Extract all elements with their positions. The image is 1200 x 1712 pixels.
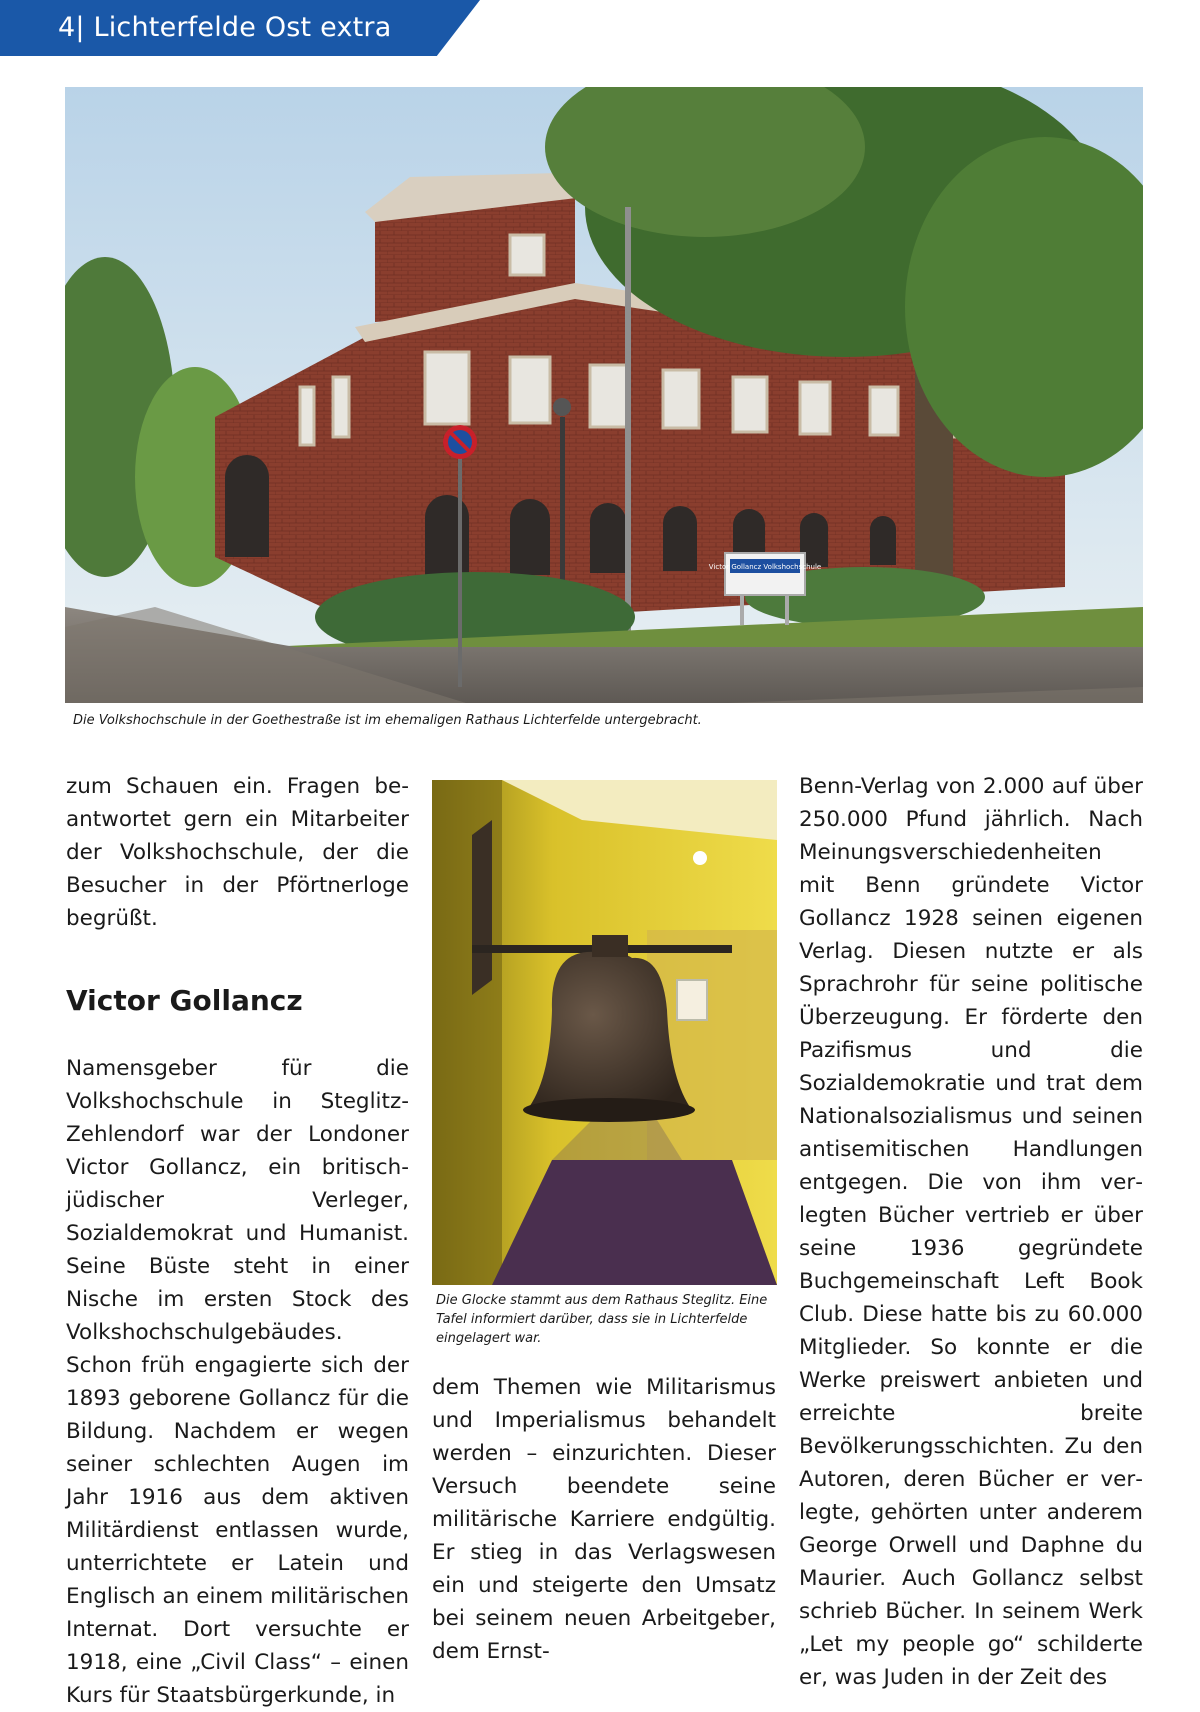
article-column-3 <box>799 770 1143 1694</box>
article-column-1 <box>66 770 409 1712</box>
bell-photo <box>432 780 777 1285</box>
body-paragraph-1: Namensgeber für die Volkshochschule in Steglitz-Zehlendorf war der Londoner Victor Gollancz, ein britisch-jüdischer Verleger, Sozialdemokrat und Humanist. Seine Büste steht in einer Nische im ersten Stock des Volkshochschulgebäudes. Schon früh engagierte sich der 1893 geborene Gollancz für die Bildung. Nachdem er wegen seiner schlechten Augen im Jahr 1916 aus dem aktiven Militärdienst entlassen wurde, unterrichtete er Latein und Englisch an einem militärischen Internat. Dort versuchte er 1918, eine „Civil Class“ – einen Kurs für Staatsbürgerkunde, in <box>66 1056 409 1708</box>
header-title <box>58 12 391 43</box>
bell-photo-caption: Die Glocke stammt aus dem Rathaus Steglitz. Eine Tafel informiert darüber, dass sie in Lichterfelde eingelagert war. <box>436 1293 768 1346</box>
vhs-sign-text: Victor Gollancz Volkshochschule <box>708 563 822 571</box>
header-separator: | <box>75 12 85 43</box>
intro-paragraph: zum Schauen ein. Fragen beantwortet gern ein Mitarbeiter der Volkshochschule, der die Besucher in der Pförtnerloge begrüßt. <box>66 774 409 931</box>
town-hall-photo <box>65 87 1143 703</box>
section-title: Lichterfelde Ost extra <box>93 12 392 43</box>
article-column-2 <box>432 1371 776 1668</box>
body-paragraph-2: dem Themen wie Militarismus und Imperialismus behandelt werden – einzurichten. Dieser Versuch beendete seine militärische Karriere endgültig. Er stieg in das Verlagswesen ein und steigerte den Umsatz bei seinem neuen Arbeitgeber, dem Ernst- <box>432 1375 776 1664</box>
main-photo-caption: Die Volkshochschule in der Goethestraße ist im ehemaligen Rathaus Lichterfelde untergebracht. <box>73 713 702 728</box>
body-paragraph-3: Benn-Verlag von 2.000 auf über 250.000 Pfund jährlich. Nach Meinungsverschiedenheiten mit Benn gründete Victor Gollancz 1928 seinen eigenen Verlag. Diesen nutzte er als Sprachrohr für seine politische Überzeugung. Er förderte den Pazifismus und die Sozialdemokratie und trat dem Nationalsozialismus und seinen antisemitischen Handlungen entgegen. Die von ihm verlegten Bücher vertrieb er über seine 1936 gegründete Buchgemeinschaft Left Book Club. Diese hatte bis zu 60.000 Mitglieder. So konnte er die Werke preiswert anbieten und erreichte breite Bevölkerungsschichten. Zu den Autoren, deren Bücher er verlegte, gehörten unter anderem George Orwell und Daphne du Maurier. Auch Gollancz selbst schrieb Bücher. In seinem Werk „Let my people go“ schilderte er, was Juden in der Zeit des <box>799 774 1143 1690</box>
section-heading: Victor Gollancz <box>66 984 303 1017</box>
page-number: 4 <box>58 12 76 43</box>
